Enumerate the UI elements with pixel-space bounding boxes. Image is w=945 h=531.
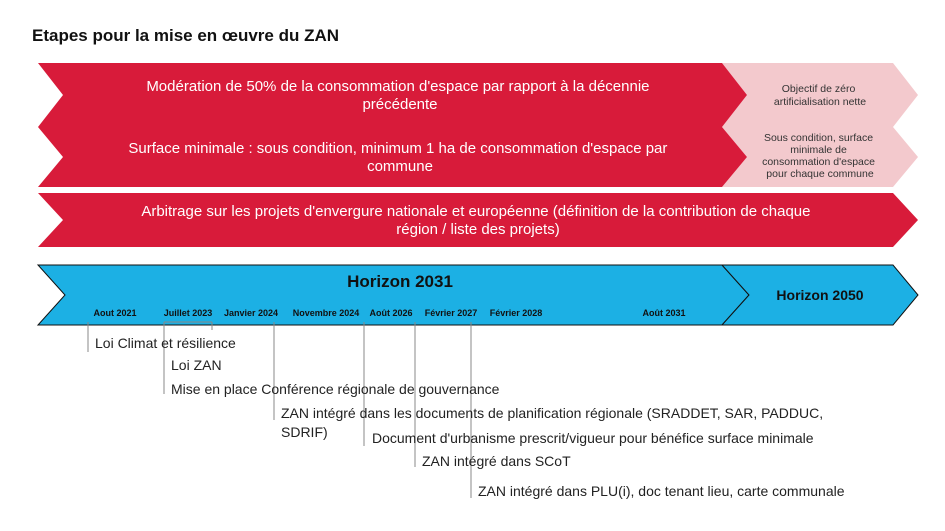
event-loi-zan: [171, 357, 222, 373]
date-fevrier-2027: Février 2027: [424, 308, 478, 318]
row-2-side-line-1: Sous condition, surface: [763, 132, 874, 144]
row-2-main-line-1: Surface minimale : sous condition, minimum 1 ha de consommation d'espace par: [128, 140, 668, 157]
horizon-2031-label: Horizon 2031: [347, 272, 453, 291]
date-aout-2021: Aout 2021: [93, 308, 137, 318]
row-1-main-line-2: précédente: [362, 96, 438, 113]
date-janvier-2024: Janvier 2024: [223, 308, 279, 318]
date-aout-2031: Août 2031: [642, 308, 686, 318]
row-2-side-line-4: pour chaque commune: [766, 168, 874, 180]
row-1-main-line-1: Modération de 50% de la consommation d'espace par rapport à la décennie: [146, 78, 650, 95]
row-1-side-arrow: [722, 63, 918, 127]
row-1-main-arrow: [38, 63, 747, 127]
row-3-main-line-1: Arbitrage sur les projets d'envergure nationale et européenne (définition de la contribution de chaque: [141, 203, 811, 220]
event-6-line-1: ZAN intégré dans SCoT: [422, 453, 571, 469]
row-1-side-text: [774, 83, 866, 108]
event-loi-climat: [95, 335, 236, 351]
event-conference-regionale: [171, 381, 500, 397]
row-1-side-line-1: Objectif de zéro: [781, 83, 856, 95]
date-aout-2026: Août 2026: [369, 308, 413, 318]
event-7-line-1: ZAN intégré dans PLU(i), doc tenant lieu, carte communale: [478, 483, 845, 499]
event-document-urbanisme: [372, 430, 814, 446]
event-scot: [422, 453, 571, 469]
row-2-main-line-2: commune: [367, 158, 433, 175]
date-juillet-2023: Juillet 2023: [163, 308, 213, 318]
event-plu: [478, 483, 845, 499]
event-2-line-1: Loi ZAN: [171, 357, 222, 373]
event-3-line-1: Mise en place Conférence régionale de gouvernance: [171, 381, 500, 397]
horizon-2050-label: Horizon 2050: [776, 287, 864, 303]
event-5-line-1: Document d'urbanisme prescrit/vigueur pour bénéfice surface minimale: [372, 430, 814, 446]
event-4-line-2: SDRIF): [281, 424, 328, 440]
row-3-main-arrow: [38, 193, 918, 247]
date-novembre-2024: Novembre 2024: [292, 308, 360, 318]
row-1-side-line-2: artificialisation nette: [773, 96, 867, 108]
event-4-line-1: ZAN intégré dans les documents de planification régionale (SRADDET, SAR, PADDUC,: [281, 405, 824, 421]
row-2-side-line-3: consommation d'espace: [762, 156, 875, 168]
row-2-main-arrow: [38, 127, 747, 187]
event-1-line-1: Loi Climat et résilience: [95, 335, 236, 351]
row-2-side-text: [762, 132, 878, 180]
page-title: Etapes pour la mise en œuvre du ZAN: [32, 26, 340, 45]
row-2-side-line-2: minimale de: [790, 144, 847, 156]
row-3-main-line-2: région / liste des projets): [396, 221, 560, 238]
date-fevrier-2028: Février 2028: [489, 308, 543, 318]
